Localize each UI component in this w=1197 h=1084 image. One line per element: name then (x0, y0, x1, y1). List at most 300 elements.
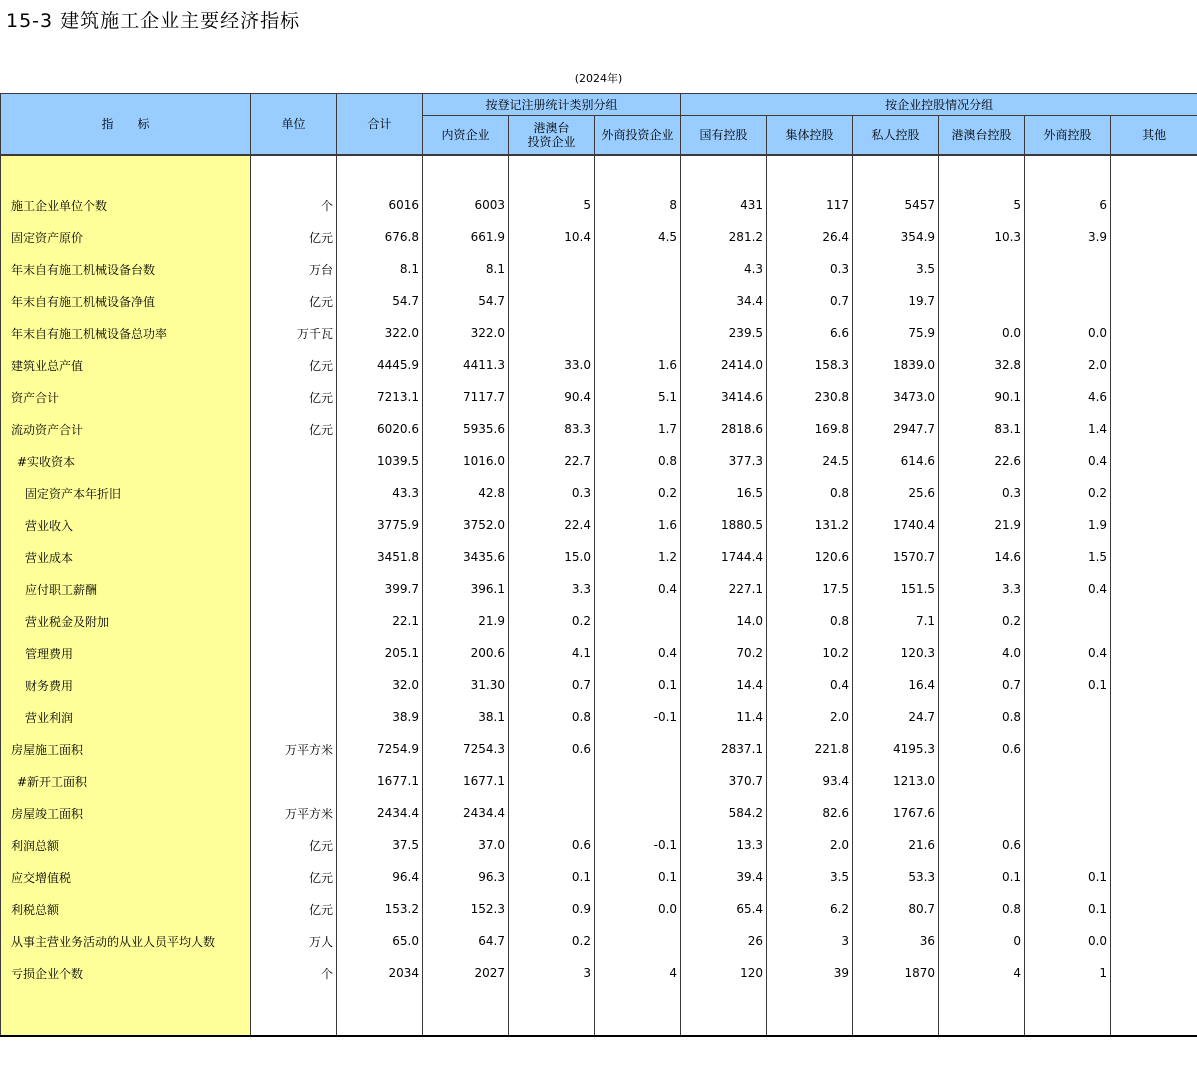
blank-cell (595, 155, 681, 189)
value-cell: 230.8 (767, 381, 853, 413)
value-cell (509, 253, 595, 285)
value-cell: 4.5 (595, 221, 681, 253)
table-row (1, 957, 1197, 989)
value-cell: 37.0 (423, 829, 509, 861)
value-cell: 151.5 (853, 573, 939, 605)
value-cell: 42.8 (423, 477, 509, 509)
value-cell: 584.2 (681, 797, 767, 829)
value-cell: 54.7 (423, 285, 509, 317)
value-cell: 96.4 (337, 861, 423, 893)
indicator-name: 利润总额 (1, 829, 251, 861)
unit-cell: 亿元 (251, 285, 337, 317)
value-cell: 120.6 (767, 541, 853, 573)
value-cell: 1.7 (595, 413, 681, 445)
value-cell: 322.0 (337, 317, 423, 349)
value-cell (1111, 509, 1197, 541)
value-cell: 322.0 (423, 317, 509, 349)
value-cell: 90.1 (939, 381, 1025, 413)
value-cell: 0.7 (509, 669, 595, 701)
value-cell: 0.7 (939, 669, 1025, 701)
value-cell (1111, 733, 1197, 765)
value-cell: 14.4 (681, 669, 767, 701)
blank-cell (251, 989, 337, 1036)
header-col: 外商投资企业 (595, 116, 681, 156)
value-cell (509, 765, 595, 797)
value-cell: 377.3 (681, 445, 767, 477)
unit-cell (251, 637, 337, 669)
indicator-name: 固定资产本年折旧 (1, 477, 251, 509)
value-cell: 0.3 (939, 477, 1025, 509)
value-cell: 1.2 (595, 541, 681, 573)
value-cell: 7.1 (853, 605, 939, 637)
value-cell (1111, 893, 1197, 925)
table-row (1, 733, 1197, 765)
indicator-name: 施工企业单位个数 (1, 189, 251, 221)
value-cell: 22.1 (337, 605, 423, 637)
value-cell: 5935.6 (423, 413, 509, 445)
indicator-name: 亏损企业个数 (1, 957, 251, 989)
value-cell: 0.8 (939, 701, 1025, 733)
value-cell: 614.6 (853, 445, 939, 477)
blank-cell (939, 989, 1025, 1036)
unit-cell: 万平方米 (251, 733, 337, 765)
value-cell: 2.0 (767, 701, 853, 733)
value-cell: 8.1 (337, 253, 423, 285)
value-cell: 661.9 (423, 221, 509, 253)
header-col: 私人控股 (853, 116, 939, 156)
value-cell: 16.5 (681, 477, 767, 509)
value-cell: 5 (939, 189, 1025, 221)
value-cell (595, 797, 681, 829)
indicator-name: 建筑业总产值 (1, 349, 251, 381)
value-cell: 3 (509, 957, 595, 989)
value-cell: 6.2 (767, 893, 853, 925)
value-cell: 43.3 (337, 477, 423, 509)
value-cell: 4.0 (939, 637, 1025, 669)
value-cell (1025, 285, 1111, 317)
blank-cell (681, 155, 767, 189)
table-row (1, 765, 1197, 797)
blank-cell (853, 989, 939, 1036)
table-spacer-row (1, 155, 1197, 189)
value-cell: 3473.0 (853, 381, 939, 413)
value-cell: 8 (595, 189, 681, 221)
value-cell: 4 (939, 957, 1025, 989)
indicator-name: 年末自有施工机械设备总功率 (1, 317, 251, 349)
value-cell (1111, 221, 1197, 253)
value-cell: 75.9 (853, 317, 939, 349)
unit-cell: 个 (251, 189, 337, 221)
value-cell (1111, 829, 1197, 861)
table-year: (2024年) (574, 72, 623, 85)
value-cell (595, 317, 681, 349)
unit-cell (251, 573, 337, 605)
value-cell: 3.3 (509, 573, 595, 605)
value-cell: 0.2 (1025, 477, 1111, 509)
blank-cell (1111, 155, 1197, 189)
value-cell: 7254.9 (337, 733, 423, 765)
value-cell (509, 285, 595, 317)
value-cell (595, 253, 681, 285)
table-row (1, 509, 1197, 541)
value-cell: 90.4 (509, 381, 595, 413)
value-cell: 0.2 (509, 925, 595, 957)
indicator-name: 房屋竣工面积 (1, 797, 251, 829)
value-cell: 0.0 (1025, 317, 1111, 349)
unit-cell: 万千瓦 (251, 317, 337, 349)
table-row (1, 605, 1197, 637)
value-cell: 3.9 (1025, 221, 1111, 253)
value-cell: 53.3 (853, 861, 939, 893)
indicator-name: 管理费用 (1, 637, 251, 669)
value-cell: 0.7 (767, 285, 853, 317)
value-cell: 5.1 (595, 381, 681, 413)
value-cell: 82.6 (767, 797, 853, 829)
unit-cell: 万平方米 (251, 797, 337, 829)
value-cell: 14.6 (939, 541, 1025, 573)
value-cell: 6 (1025, 189, 1111, 221)
value-cell: 17.5 (767, 573, 853, 605)
value-cell: 2414.0 (681, 349, 767, 381)
value-cell: 0.2 (509, 605, 595, 637)
value-cell (1025, 829, 1111, 861)
value-cell: 38.9 (337, 701, 423, 733)
value-cell: 0.4 (1025, 445, 1111, 477)
value-cell: 281.2 (681, 221, 767, 253)
value-cell (1111, 797, 1197, 829)
value-cell: 10.3 (939, 221, 1025, 253)
value-cell: 22.4 (509, 509, 595, 541)
value-cell: 4.6 (1025, 381, 1111, 413)
blank-cell (509, 989, 595, 1036)
value-cell: 1.5 (1025, 541, 1111, 573)
value-cell: 1 (1025, 957, 1111, 989)
value-cell: 32.0 (337, 669, 423, 701)
value-cell: 0.0 (939, 317, 1025, 349)
value-cell: 14.0 (681, 605, 767, 637)
indicator-name: 年末自有施工机械设备净值 (1, 285, 251, 317)
value-cell: 2434.4 (337, 797, 423, 829)
value-cell: 21.9 (423, 605, 509, 637)
value-cell: 221.8 (767, 733, 853, 765)
blank-cell (423, 155, 509, 189)
value-cell: 0.8 (767, 605, 853, 637)
value-cell (1025, 733, 1111, 765)
value-cell: 54.7 (337, 285, 423, 317)
indicator-name: 应交增值税 (1, 861, 251, 893)
header-col: 港澳台 投资企业 (509, 116, 595, 156)
unit-cell (251, 701, 337, 733)
value-cell: 32.8 (939, 349, 1025, 381)
value-cell: 16.4 (853, 669, 939, 701)
indicator-name: 从事主营业务活动的从业人员平均人数 (1, 925, 251, 957)
value-cell: 83.1 (939, 413, 1025, 445)
value-cell (1111, 765, 1197, 797)
value-cell: 2034 (337, 957, 423, 989)
table-row (1, 349, 1197, 381)
value-cell: 2027 (423, 957, 509, 989)
value-cell: 34.4 (681, 285, 767, 317)
value-cell (595, 285, 681, 317)
value-cell: 227.1 (681, 573, 767, 605)
unit-cell: 亿元 (251, 893, 337, 925)
value-cell: 15.0 (509, 541, 595, 573)
blank-cell (1025, 989, 1111, 1036)
value-cell: 0.4 (1025, 573, 1111, 605)
value-cell: 93.4 (767, 765, 853, 797)
value-cell (1025, 797, 1111, 829)
unit-cell (251, 669, 337, 701)
unit-cell (251, 605, 337, 637)
value-cell: 4 (595, 957, 681, 989)
value-cell: 399.7 (337, 573, 423, 605)
table-row (1, 221, 1197, 253)
header-col: 国有控股 (681, 116, 767, 156)
value-cell (509, 317, 595, 349)
table-body (1, 155, 1197, 1036)
value-cell: 6020.6 (337, 413, 423, 445)
value-cell: 0.2 (939, 605, 1025, 637)
header-group-holding: 按企业控股情况分组 (681, 94, 1197, 116)
table-row (1, 189, 1197, 221)
value-cell: 131.2 (767, 509, 853, 541)
value-cell (1025, 605, 1111, 637)
indicator-name: 固定资产原价 (1, 221, 251, 253)
table-row (1, 669, 1197, 701)
value-cell (1111, 349, 1197, 381)
value-cell: 65.4 (681, 893, 767, 925)
value-cell: 0.6 (509, 733, 595, 765)
header-col: 外商控股 (1025, 116, 1111, 156)
value-cell: 1744.4 (681, 541, 767, 573)
unit-cell (251, 445, 337, 477)
table-row (1, 797, 1197, 829)
value-cell: 0.1 (939, 861, 1025, 893)
table-row (1, 253, 1197, 285)
table-spacer-row (1, 989, 1197, 1036)
indicator-name: 应付职工薪酬 (1, 573, 251, 605)
unit-cell: 万台 (251, 253, 337, 285)
header-total: 合计 (337, 94, 423, 156)
value-cell: 117 (767, 189, 853, 221)
blank-cell (853, 155, 939, 189)
value-cell: 3775.9 (337, 509, 423, 541)
value-cell: 0.1 (1025, 893, 1111, 925)
blank-cell (767, 155, 853, 189)
value-cell: 1016.0 (423, 445, 509, 477)
unit-cell (251, 477, 337, 509)
value-cell: 2434.4 (423, 797, 509, 829)
table-row (1, 285, 1197, 317)
value-cell (939, 797, 1025, 829)
value-cell: 26 (681, 925, 767, 957)
header-group-registration: 按登记注册统计类别分组 (423, 94, 681, 116)
value-cell (1111, 285, 1197, 317)
value-cell (1025, 701, 1111, 733)
value-cell: 36 (853, 925, 939, 957)
value-cell (595, 765, 681, 797)
value-cell: 65.0 (337, 925, 423, 957)
value-cell (1111, 253, 1197, 285)
unit-cell: 亿元 (251, 861, 337, 893)
blank-cell (767, 989, 853, 1036)
unit-cell: 万人 (251, 925, 337, 957)
table-row (1, 317, 1197, 349)
value-cell: 0.0 (1025, 925, 1111, 957)
value-cell (939, 253, 1025, 285)
value-cell: 2818.6 (681, 413, 767, 445)
blank-cell (337, 155, 423, 189)
value-cell: 0.1 (595, 861, 681, 893)
value-cell: 4.3 (681, 253, 767, 285)
value-cell: 0.4 (1025, 637, 1111, 669)
value-cell: 24.7 (853, 701, 939, 733)
value-cell (1111, 669, 1197, 701)
unit-cell: 亿元 (251, 221, 337, 253)
value-cell (1111, 445, 1197, 477)
value-cell: 0.0 (595, 893, 681, 925)
value-cell (1111, 637, 1197, 669)
value-cell: 1.6 (595, 509, 681, 541)
value-cell: 96.3 (423, 861, 509, 893)
value-cell: -0.1 (595, 829, 681, 861)
value-cell: 1570.7 (853, 541, 939, 573)
value-cell: 0.8 (939, 893, 1025, 925)
blank-cell (595, 989, 681, 1036)
unit-cell (251, 541, 337, 573)
indicator-name: 营业成本 (1, 541, 251, 573)
indicator-name: 流动资产合计 (1, 413, 251, 445)
value-cell: 0.8 (767, 477, 853, 509)
value-cell (595, 733, 681, 765)
table-row (1, 381, 1197, 413)
value-cell (1111, 381, 1197, 413)
value-cell: 22.6 (939, 445, 1025, 477)
value-cell: 21.6 (853, 829, 939, 861)
blank-cell (1025, 155, 1111, 189)
value-cell: 21.9 (939, 509, 1025, 541)
value-cell: 0.2 (595, 477, 681, 509)
value-cell: 10.4 (509, 221, 595, 253)
value-cell: 3451.8 (337, 541, 423, 573)
table-row (1, 637, 1197, 669)
value-cell: 70.2 (681, 637, 767, 669)
value-cell: 3435.6 (423, 541, 509, 573)
table-row (1, 829, 1197, 861)
blank-cell (423, 989, 509, 1036)
value-cell: 0.1 (509, 861, 595, 893)
table-row (1, 925, 1197, 957)
value-cell: 370.7 (681, 765, 767, 797)
value-cell: 10.2 (767, 637, 853, 669)
indicator-name: 利税总额 (1, 893, 251, 925)
value-cell: 1839.0 (853, 349, 939, 381)
unit-cell (251, 765, 337, 797)
value-cell: 0.3 (767, 253, 853, 285)
value-cell: 0.4 (595, 637, 681, 669)
value-cell (595, 605, 681, 637)
value-cell: 169.8 (767, 413, 853, 445)
value-cell: 4411.3 (423, 349, 509, 381)
blank-cell (681, 989, 767, 1036)
indicator-name: #新开工面积 (1, 765, 251, 797)
value-cell (1111, 477, 1197, 509)
value-cell: 153.2 (337, 893, 423, 925)
value-cell: 25.6 (853, 477, 939, 509)
value-cell: 0.9 (509, 893, 595, 925)
value-cell: 205.1 (337, 637, 423, 669)
indicator-name: 营业收入 (1, 509, 251, 541)
value-cell: 7254.3 (423, 733, 509, 765)
blank-cell (1111, 989, 1197, 1036)
value-cell: 7213.1 (337, 381, 423, 413)
value-cell: 38.1 (423, 701, 509, 733)
value-cell: 5457 (853, 189, 939, 221)
value-cell: 1.9 (1025, 509, 1111, 541)
indicator-name: #实收资本 (1, 445, 251, 477)
value-cell: 64.7 (423, 925, 509, 957)
value-cell: 1213.0 (853, 765, 939, 797)
value-cell: 39 (767, 957, 853, 989)
value-cell: 0.1 (595, 669, 681, 701)
value-cell: 3.5 (767, 861, 853, 893)
indicator-name: 房屋施工面积 (1, 733, 251, 765)
value-cell: 396.1 (423, 573, 509, 605)
value-cell: 0.8 (509, 701, 595, 733)
blank-cell (509, 155, 595, 189)
value-cell: 1740.4 (853, 509, 939, 541)
value-cell: 1880.5 (681, 509, 767, 541)
unit-cell: 个 (251, 957, 337, 989)
value-cell: 7117.7 (423, 381, 509, 413)
value-cell: 6003 (423, 189, 509, 221)
value-cell (1111, 317, 1197, 349)
value-cell: 152.3 (423, 893, 509, 925)
value-cell (939, 285, 1025, 317)
value-cell (1111, 541, 1197, 573)
value-cell: 0.4 (595, 573, 681, 605)
value-cell (1025, 765, 1111, 797)
indicator-name: 财务费用 (1, 669, 251, 701)
value-cell: 24.5 (767, 445, 853, 477)
header-col: 内资企业 (423, 116, 509, 156)
value-cell: 1677.1 (337, 765, 423, 797)
value-cell (595, 925, 681, 957)
value-cell (509, 797, 595, 829)
value-cell: 354.9 (853, 221, 939, 253)
value-cell: 2.0 (767, 829, 853, 861)
value-cell: 0.1 (1025, 669, 1111, 701)
value-cell: 11.4 (681, 701, 767, 733)
value-cell: 4445.9 (337, 349, 423, 381)
value-cell (1111, 413, 1197, 445)
value-cell: 3.3 (939, 573, 1025, 605)
table-row (1, 573, 1197, 605)
value-cell: 0.1 (1025, 861, 1111, 893)
value-cell: 4195.3 (853, 733, 939, 765)
value-cell: 31.30 (423, 669, 509, 701)
value-cell (1111, 573, 1197, 605)
header-col: 港澳台控股 (939, 116, 1025, 156)
value-cell: 1.6 (595, 349, 681, 381)
unit-cell: 亿元 (251, 381, 337, 413)
unit-cell (251, 509, 337, 541)
unit-cell: 亿元 (251, 349, 337, 381)
value-cell: 1870 (853, 957, 939, 989)
value-cell: 83.3 (509, 413, 595, 445)
indicator-cell (1, 155, 251, 189)
header-col: 其他 (1111, 116, 1197, 156)
